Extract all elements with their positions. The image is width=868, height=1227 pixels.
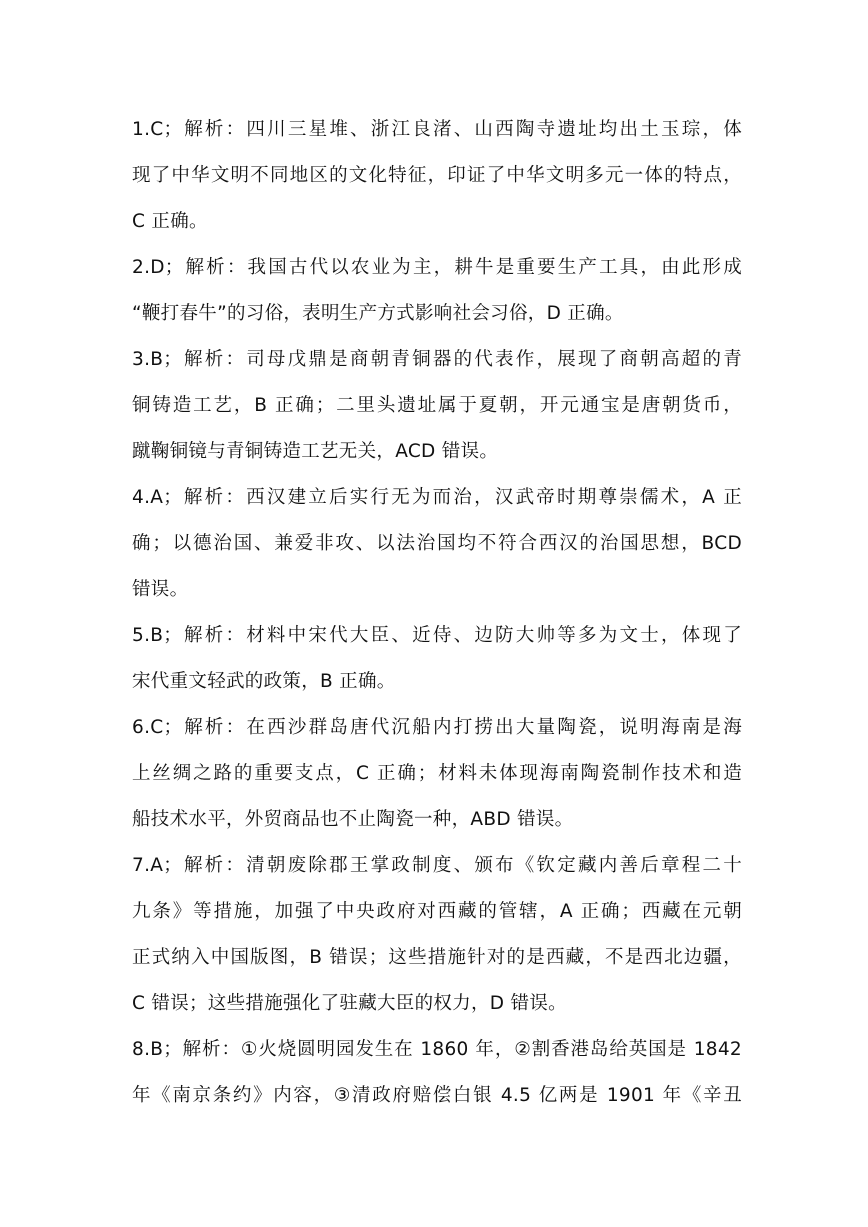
q1-line-1: 1.C；解析：四川三星堆、浙江良渚、山西陶寺遗址均出土玉琮，体 <box>132 119 742 140</box>
q3-line-2: 铜铸造工艺，B 正确；二里头遗址属于夏朝，开元通宝是唐朝货币， <box>132 395 742 416</box>
q6-line-1: 6.C；解析：在西沙群岛唐代沉船内打捞出大量陶瓷，说明海南是海 <box>132 717 742 738</box>
q2-line-2: “鞭打春牛”的习俗，表明生产方式影响社会习俗，D 正确。 <box>132 303 624 324</box>
q6-line-2: 上丝绸之路的重要支点，C 正确；材料未体现海南陶瓷制作技术和造 <box>132 763 742 784</box>
q7-line-3: 正式纳入中国版图，B 错误；这些措施针对的是西藏，不是西北边疆， <box>132 947 742 968</box>
q8-line-1: 8.B；解析：①火烧圆明园发生在 1860 年，②割香港岛给英国是 1842 <box>132 1039 742 1060</box>
q8-line-2: 年《南京条约》内容，③清政府赔偿白银 4.5 亿两是 1901 年《辛丑 <box>132 1085 742 1106</box>
q4-line-3: 错误。 <box>132 579 189 600</box>
q5-line-1: 5.B；解析：材料中宋代大臣、近侍、边防大帅等多为文士，体现了 <box>132 625 742 646</box>
q6-line-3: 船技术水平，外贸商品也不止陶瓷一种，ABD 错误。 <box>132 809 574 830</box>
q5-line-2: 宋代重文轻武的政策，B 正确。 <box>132 671 396 692</box>
q4-line-2: 确；以德治国、兼爱非攻、以法治国均不符合西汉的治国思想，BCD <box>132 533 742 554</box>
q3-line-1: 3.B；解析：司母戊鼎是商朝青铜器的代表作，展现了商朝高超的青 <box>132 349 742 370</box>
q7-line-2: 九条》等措施，加强了中央政府对西藏的管辖，A 正确；西藏在元朝 <box>132 901 742 922</box>
answer-analysis-text <box>132 107 742 1119</box>
q3-line-3: 蹴鞠铜镜与青铜铸造工艺无关，ACD 错误。 <box>132 441 499 462</box>
q1-line-2: 现了中华文明不同地区的文化特征，印证了中华文明多元一体的特点， <box>132 165 742 186</box>
q1-line-3: C 正确。 <box>132 211 208 232</box>
q2-line-1: 2.D；解析：我国古代以农业为主，耕牛是重要生产工具，由此形成 <box>132 257 742 278</box>
q7-line-4: C 错误；这些措施强化了驻藏大臣的权力，D 错误。 <box>132 993 567 1014</box>
q7-line-1: 7.A；解析：清朝废除郡王掌政制度、颁布《钦定藏内善后章程二十 <box>132 855 742 876</box>
q4-line-1: 4.A；解析：西汉建立后实行无为而治，汉武帝时期尊崇儒术，A 正 <box>132 487 742 508</box>
